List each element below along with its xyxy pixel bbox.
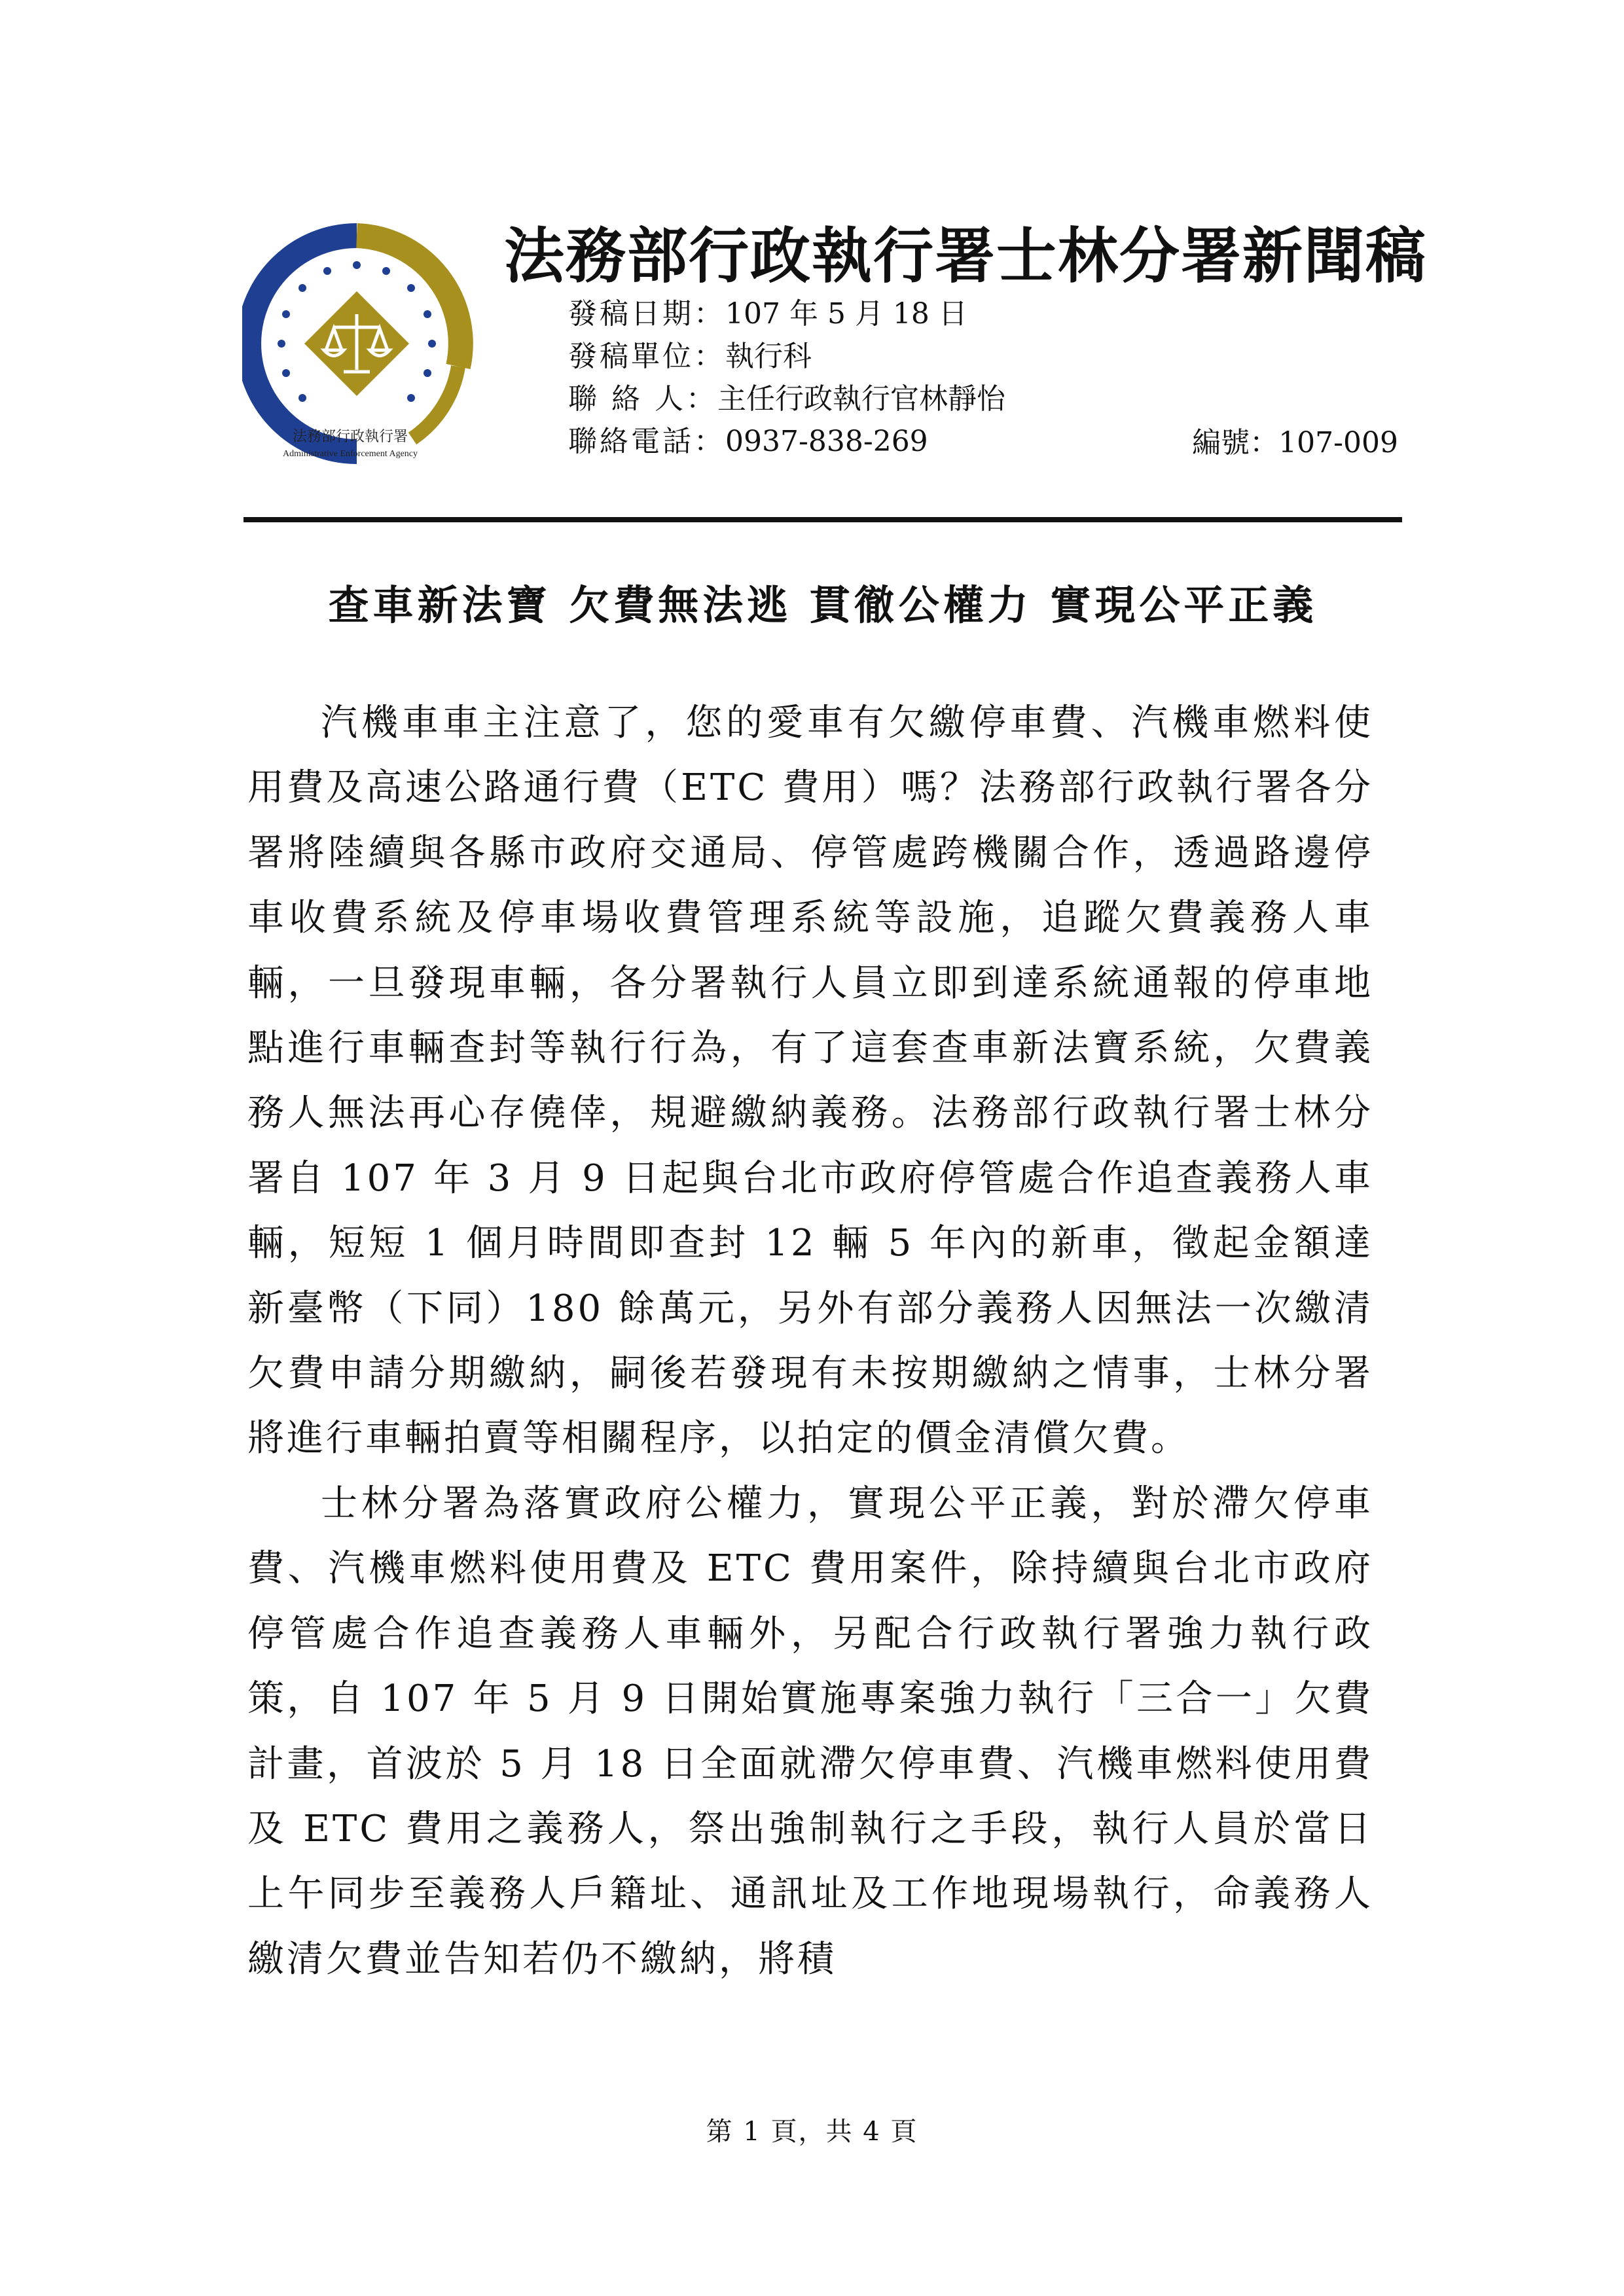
contact-person-label: 聯 絡 人： — [568, 382, 717, 416]
release-date-value: 107 年 5 月 18 日 — [725, 297, 967, 331]
serial-label: 編號： — [1192, 426, 1279, 459]
release-unit-value: 執行科 — [725, 340, 812, 373]
page-title: 法務部行政執行署士林分署新聞稿 — [504, 221, 1428, 291]
contact-phone-value: 0937-838-269 — [725, 425, 928, 458]
release-date-label: 發稿日期： — [568, 297, 725, 331]
serial-value: 107-009 — [1278, 426, 1398, 459]
page-number: 第 1 頁，共 4 頁 — [706, 2117, 918, 2147]
logo-caption — [242, 429, 458, 463]
serial-number — [1192, 419, 1398, 461]
release-date-row — [568, 295, 967, 334]
contact-phone-label: 聯絡電話： — [568, 425, 725, 458]
contact-person-value: 主任行政執行官林靜怡 — [717, 382, 1005, 416]
contact-phone-row — [568, 422, 928, 461]
release-unit-label: 發稿單位： — [568, 340, 725, 373]
release-unit-row — [568, 337, 812, 376]
article-body — [247, 691, 1373, 1992]
contact-person-row — [568, 380, 1005, 419]
logo-text-zh: 法務部行政執行署 — [292, 429, 408, 445]
logo-text-en: Administrative Enforcement Agency — [282, 449, 418, 459]
headline: 查車新法寶 欠費無法逃 貫徹公權力 實現公平正義 — [328, 581, 1318, 629]
paragraph: 汽機車車主注意了，您的愛車有欠繳停車費、汽機車燃料使用費及高速公路通行費（ETC 費用）嗎？法務部行政執行署各分署將陸續與各縣市政府交通局、停管處跨機關合作，透過路邊停車收費系統及停車場收費管理系統等設施，追蹤欠費義務人車輛，一旦發現車輛，各分署執行人員立即到達系統通報的停車地點進行車輛查封等執行行為，有了這套查車新法寶系統，欠費義務人無法再心存僥倖，規避繳納義務。法務部行政執行署士林分署自 107 年 3 月 9 日起與台北市政府停管處合作追查義務人車輛，短短 1 個月時間即查封 12 輛 5 年內的新車，徵起金額達新臺幣（下同）180 餘萬元，另外有部分義務人因無法一次繳清欠費申請分期繳納，嗣後若發現有未按期繳納之情事，士林分署將進行車輛拍賣等相關程序，以拍定的價金清償欠費。 — [247, 702, 1373, 1460]
header-divider — [244, 517, 1402, 522]
paragraph: 士林分署為落實政府公權力，實現公平正義，對於滯欠停車費、汽機車燃料使用費及 ETC 費用案件，除持續與台北市政府停管處合作追查義務人車輛外，另配合行政執行署強力執行政策，自 107 年 5 月 9 日開始實施專案強力執行「三合一」欠費計畫，首波於 5 月 18 日全面就滯欠停車費、汽機車燃料使用費及 ETC 費用之義務人，祭出強制執行之手段，執行人員於當日上午同步至義務人戶籍址、通訊址及工作地現場執行，命義務人繳清欠費並告知若仍不繳納，將積 — [247, 1482, 1373, 1981]
